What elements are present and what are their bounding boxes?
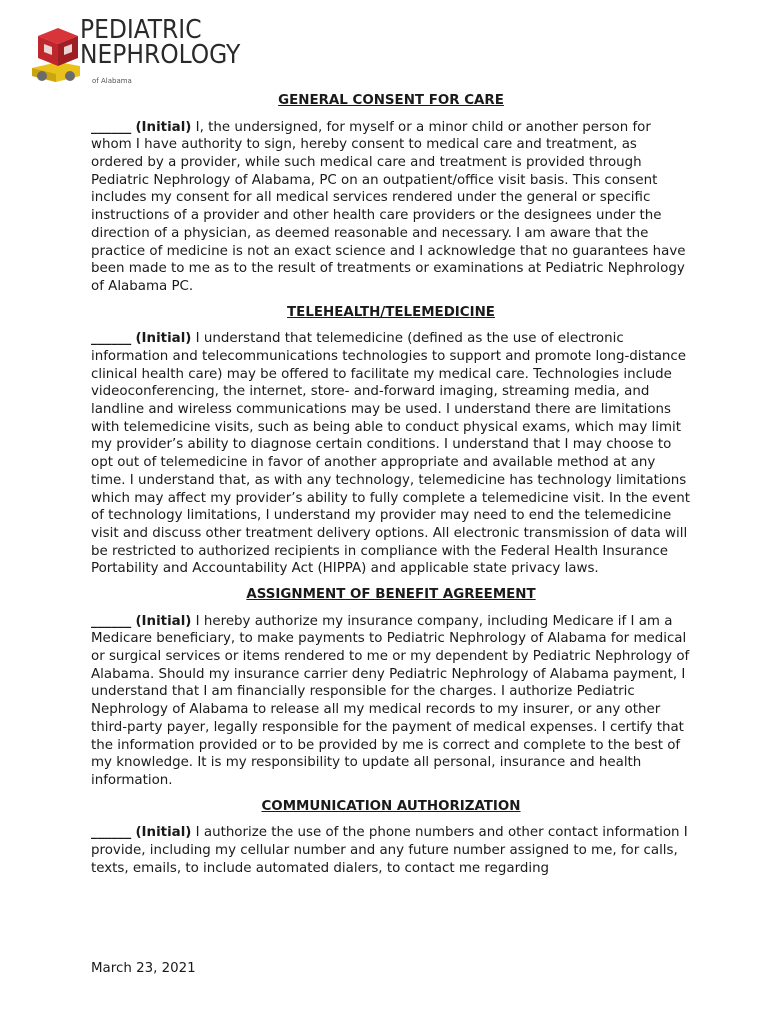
- initial-label: (Initial): [135, 331, 192, 347]
- initial-blank[interactable]: ______: [91, 825, 132, 841]
- section-heading: GENERAL CONSENT FOR CARE: [278, 93, 504, 108]
- section-paragraph: [91, 613, 691, 790]
- logo-subtitle: of Alabama: [92, 77, 132, 85]
- section-telehealth: [91, 304, 691, 578]
- consent-document: [91, 92, 691, 885]
- logo-line-2: NEPHROLOGY: [80, 40, 241, 70]
- section-heading: COMMUNICATION AUTHORIZATION: [261, 798, 521, 814]
- section-heading: ASSIGNMENT OF BENEFIT AGREEMENT: [246, 587, 536, 603]
- logo-emblem-icon: [28, 22, 88, 84]
- initial-blank[interactable]: ______: [91, 331, 132, 347]
- section-heading: TELEHEALTH/TELEMEDICINE: [287, 304, 495, 320]
- section-body: I understand that telemedicine (defined as the use of electronic information and telecommunications technologies to support and promote long-distance clinical health care) may be offered to facilitate my medical care. Technologies include videoconferencing, the internet, store- and-forward imaging, streaming media, and landline and wireless communications may be used. I understand there are limitations with telemedicine visits, such as being able to conduct physical exams, which may limit my provider’s ability to diagnose certain conditions. I understand that I may choose to opt out of telemedicine in favor of another appropriate and available method at any time. I understand that, as with any technology, telemedicine has technology limitations which may affect my provider’s ability to fully complete a telemedicine visit. In the event of technology limitations, I understand my provider may need to end the telemedicine visit and discuss other treatment delivery options. All electronic transmission of data will be restricted to authorized recipients in compliance with the Federal Health Insurance Portability and Accountability Act (HIPPA) and applicable state privacy laws.: [91, 331, 691, 577]
- section-communication-authorization: [91, 798, 691, 878]
- initial-label: (Initial): [135, 825, 192, 841]
- footer-date: March 23, 2021: [91, 961, 196, 976]
- section-body: I authorize the use of the phone numbers and other contact information I provide, including my cellular number and any future number assigned to me, for calls, texts, emails, to include automated dialers, to contact me regarding: [91, 825, 688, 876]
- section-general-consent: [91, 92, 691, 296]
- initial-blank[interactable]: ______: [91, 119, 132, 135]
- section-assignment-of-benefit: [91, 586, 691, 790]
- initial-label: (Initial): [135, 613, 192, 629]
- section-paragraph: [91, 824, 691, 877]
- initial-label: (Initial): [135, 119, 192, 135]
- section-body: I hereby authorize my insurance company, including Medicare if I am a Medicare beneficiary, to make payments to Pediatric Nephrology of Alabama for medical or surgical services or items rendered to me or my dependent by Pediatric Nephrology of Alabama. Should my insurance carrier deny Pediatric Nephrology of Alabama payment, I understand that I am financially responsible for the charges. I authorize Pediatric Nephrology of Alabama to release all my medical records to my insurer, or any other third-party payer, legally responsible for the payment of medical expenses. I certify that the information provided or to be provided by me is correct and complete to the best of my knowledge. It is my responsibility to update all personal, insurance and health information.: [91, 613, 690, 788]
- practice-logo: [28, 14, 241, 85]
- section-paragraph: [91, 119, 691, 296]
- section-paragraph: [91, 330, 691, 578]
- logo-line-1: PEDIATRIC: [80, 15, 202, 45]
- section-body: I, the undersigned, for myself or a minor child or another person for whom I have authority to sign, hereby consent to medical care and treatment, as ordered by a provider, while such medical care and treatment is provided through Pediatric Nephrology of Alabama, PC on an outpatient/office visit basis. This consent includes my consent for all medical services rendered under the general or specific instructions of a provider and other health care providers or the designees under the direction of a physician, as deemed reasonable and necessary. I am aware that the practice of medicine is not an exact science and I acknowledge that no guarantees have been made to me as to the result of treatments or examinations at Pediatric Nephrology of Alabama PC.: [91, 119, 686, 294]
- initial-blank[interactable]: ______: [91, 613, 132, 629]
